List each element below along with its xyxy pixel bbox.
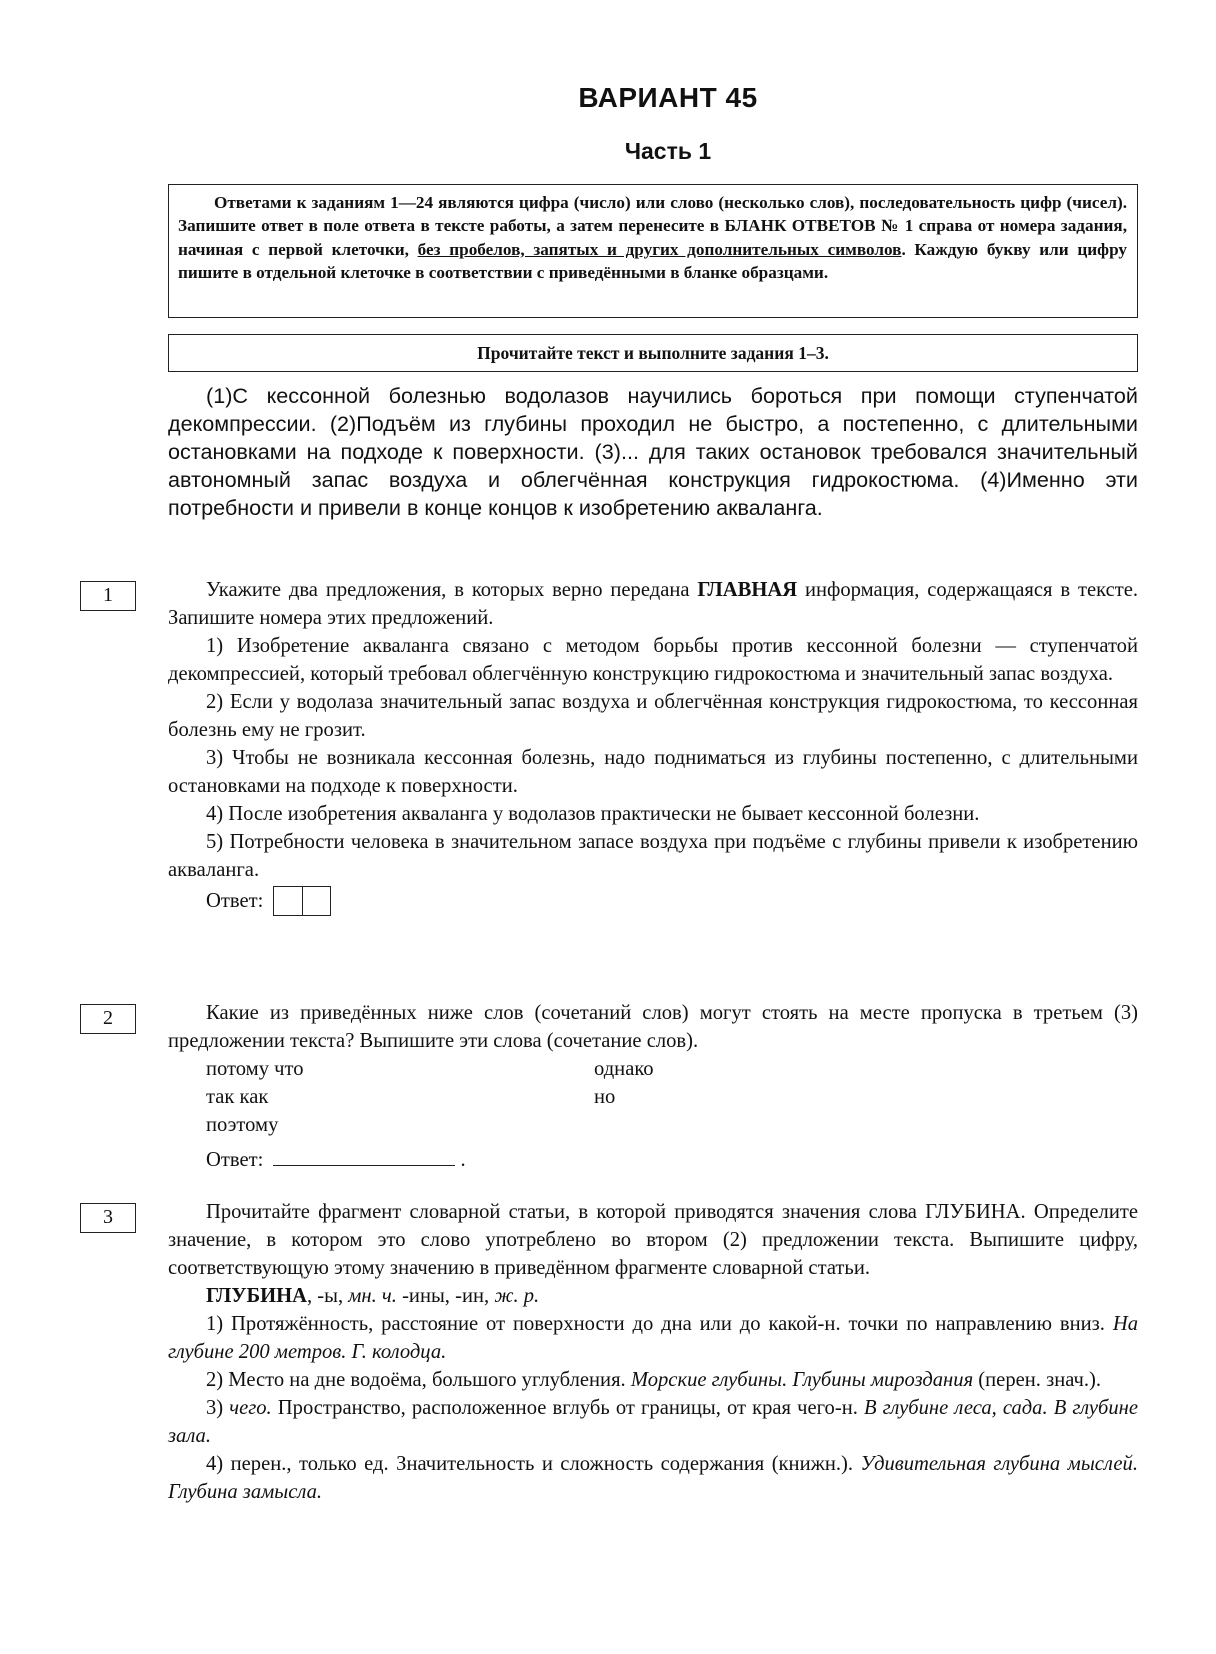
meaning-4 <box>168 1450 1138 1506</box>
headword: ГЛУБИНА <box>206 1285 307 1307</box>
task1-prompt-end: информация, содержащаяся в тексте. Запишите номера этих предложений. <box>168 579 1139 629</box>
task3-prompt: Прочитайте фрагмент словарной статьи, в которой приводятся значения слова ГЛУБИНА. Определите значение, в котором это слово употреблено во втором (2) предложении текста. Выпишите цифру, соответствующую этому значению в приведённом фрагменте словарной статьи. <box>168 1201 1138 1279</box>
variant-title: ВАРИАНТ 45 <box>578 82 758 113</box>
task-2 <box>168 999 1138 1174</box>
part-title: Часть 1 <box>624 138 712 164</box>
dictionary-entry-head <box>168 1282 1138 1310</box>
word-option: но <box>594 1086 616 1108</box>
task1-answer <box>168 884 1138 918</box>
instructions-text: Ответами к заданиям 1—24 являются цифра (число) или слово (несколько слов), последовательность цифр (чисел). Запишите ответ в поле ответа в тексте работы, а затем перенесите в БЛАНК ОТВЕТОВ № 1 справа от номера задания, начиная с первой клеточки, <box>178 193 1127 259</box>
task1-option: 2) Если у водолаза значительный запас воздуха и облегчённая конструкция гидрокостюма, то кессонная болезнь ему не грозит. <box>168 691 1138 741</box>
task2-prompt: Какие из приведённых ниже слов (сочетаний слов) могут стоять на месте пропуска в третьем (3) предложении текста? Выпишите эти слова (сочетание слов). <box>168 1002 1138 1052</box>
task-3 <box>168 1198 1138 1506</box>
instructions-text-end: . Каждую букву или цифру пишите в отдельной клеточке в соответствии с приведёнными в бланке образцами. <box>178 239 1127 283</box>
task-1 <box>168 576 1138 918</box>
meaning-example: На глубине 200 метров. Г. колодца. <box>168 1313 1138 1363</box>
grammar: , -ы, <box>306 1285 349 1307</box>
passage-text: (1)С кессонной болезнью водолазов научились бороться при помощи ступенчатой декомпрессии. (2)Подъём из глубины проходил не быстро, а постепенно, с длительными остановками на подходе к поверхности. (3)... для таких остановок требовался значительный автономный запас воздуха и облегчённая конструкция гидрокостюма. (4)Именно эти потребности и привели в конце концов к изобретению акваланга. <box>168 383 1138 520</box>
task1-option: 1) Изобретение акваланга связано с методом борьбы против кессонной болезни — ступенчатой декомпрессией, который требовал облегчённую конструкцию гидрокостюма и значительный запас воздуха. <box>168 635 1138 685</box>
meaning-text: 3) <box>206 1397 230 1419</box>
word-option: так как <box>206 1086 269 1108</box>
word-option: поэтому <box>206 1114 279 1136</box>
meaning-2 <box>168 1366 1138 1394</box>
read-prompt: Прочитайте текст и выполните задания 1–3. <box>168 334 1138 372</box>
task2-answer-label: Ответ: <box>206 1149 264 1171</box>
meaning-text: Пространство, расположенное вглубь от границы, от края чего-н. <box>271 1397 864 1419</box>
instructions-box <box>168 184 1138 318</box>
task1-answer-cells[interactable] <box>273 886 331 916</box>
task-number-3: 3 <box>80 1203 136 1233</box>
meaning-example: Удивительная глубина мыслей. Глубина замысла. <box>168 1453 1138 1503</box>
word-option: однако <box>594 1058 654 1080</box>
task1-option: 3) Чтобы не возникала кессонная болезнь, надо подниматься из глубины постепенно, с длительными остановками на подходе к поверхности. <box>168 747 1138 797</box>
instructions-underlined: без пробелов, запятых и других дополнительных символов <box>417 239 902 259</box>
meaning-1 <box>168 1310 1138 1366</box>
task1-answer-label: Ответ: <box>206 890 264 912</box>
passage <box>168 382 1138 522</box>
meaning-3 <box>168 1394 1138 1450</box>
task-number-2: 2 <box>80 1004 136 1034</box>
task1-prompt: Укажите два предложения, в которых верно передана <box>206 579 698 601</box>
answer-cell[interactable] <box>302 887 330 915</box>
grammar: -ины, -ин, <box>396 1285 495 1307</box>
task2-word-list <box>168 1055 1138 1139</box>
word-option: потому что <box>206 1058 304 1080</box>
meaning-text: 2) Место на дне водоёма, большого углубления. <box>206 1369 631 1391</box>
answer-cell[interactable] <box>274 887 302 915</box>
grammar-abbrev: мн. ч. <box>348 1285 397 1307</box>
meaning-text: 1) Протяжённость, расстояние от поверхности до дна или до какой-н. точки по направлению вниз. <box>206 1313 1113 1335</box>
task1-option: 5) Потребности человека в значительном запасе воздуха при подъёме с глубины привели к изобретению акваланга. <box>168 831 1138 881</box>
meaning-example: В глубине леса, сада. В глубине зала. <box>168 1397 1138 1447</box>
meaning-marker: чего. <box>229 1397 272 1419</box>
task1-prompt-bold: ГЛАВНАЯ <box>697 579 798 601</box>
task2-answer <box>168 1143 1138 1174</box>
task2-answer-end: . <box>460 1149 466 1171</box>
task1-option: 4) После изобретения акваланга у водолазов практически не бывает кессонной болезни. <box>206 803 980 825</box>
grammar-abbrev: ж. р. <box>494 1285 540 1307</box>
meaning-example: Морские глубины. Глубины мироздания <box>630 1369 974 1391</box>
meaning-text: 4) перен., только ед. Значительность и сложность содержания (книжн.). <box>206 1453 861 1475</box>
meaning-note: (перен. знач.). <box>973 1369 1102 1391</box>
task2-answer-blank[interactable] <box>273 1143 455 1166</box>
task-number-1: 1 <box>80 581 136 611</box>
